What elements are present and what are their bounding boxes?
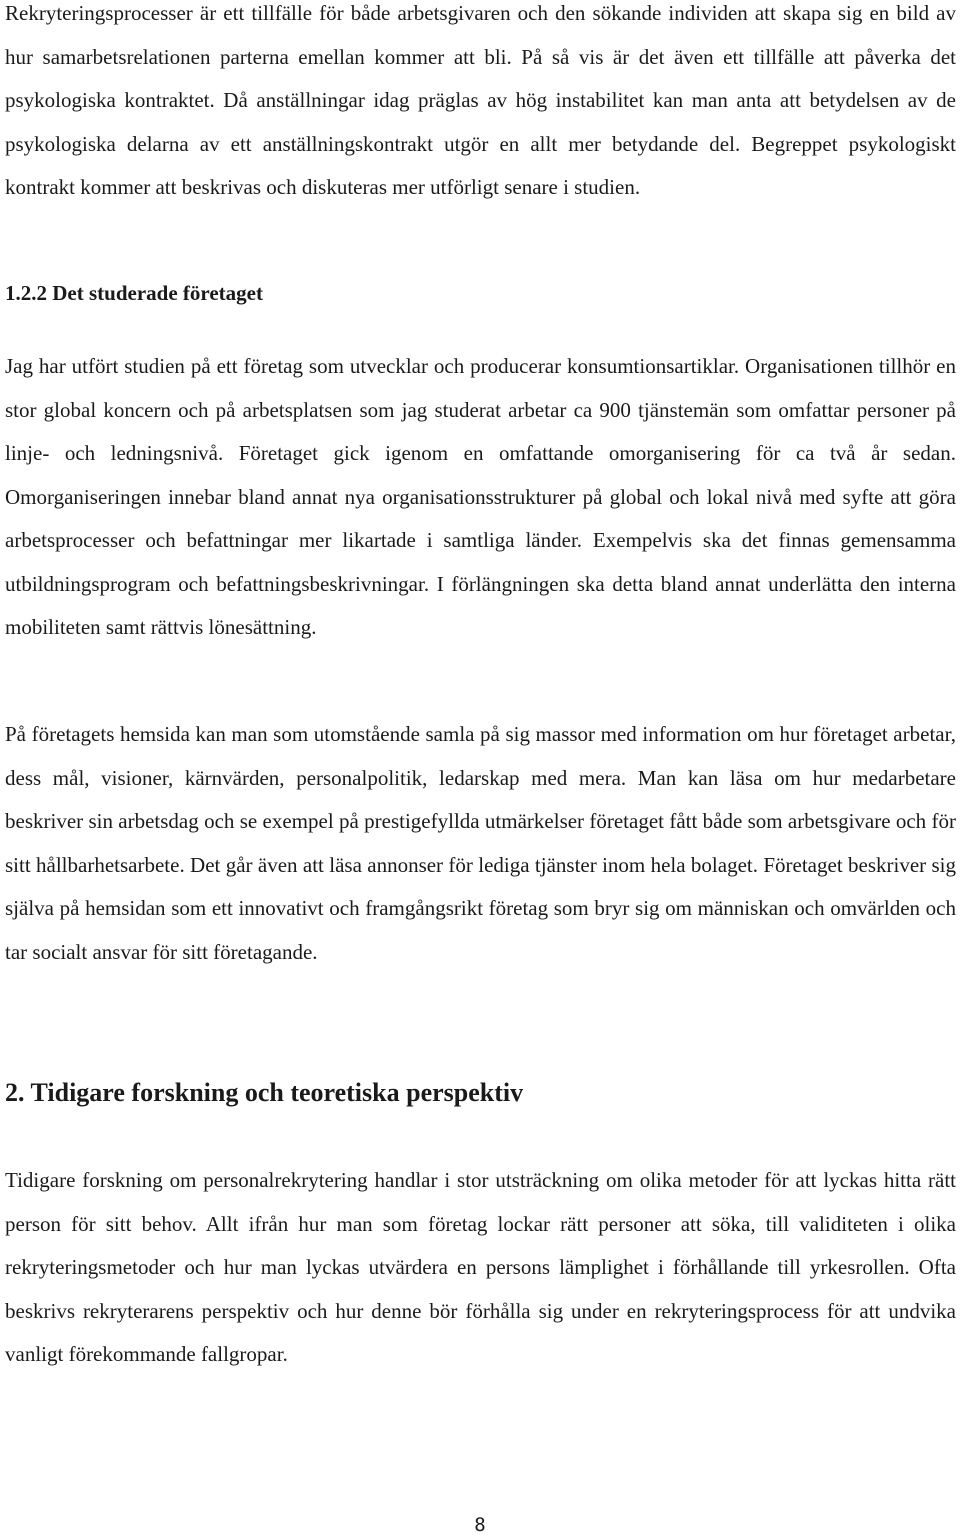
website-paragraph: På företagets hemsida kan man som utomstående samla på sig massor med information om hur företaget arbetar, dess mål, visioner, kärnvärden, personalpolitik, ledarskap med mera. Man kan läsa om hur medarbetare beskriver sin arbetsdag och se exempel på prestigefyllda utmärkelser företaget fått både som arbetsgivare och för sitt hållbarhetsarbete. Det går även att läsa annonser för lediga tjänster inom hela bolaget. Företaget beskriver sig själva på hemsidan som ett innovativt och framgångsrikt företag som bryr sig om människan och omvärlden och tar socialt ansvar för sitt företagande. xyxy=(5,722,956,964)
section-heading-2: 2. Tidigare forskning och teoretiska perspektiv xyxy=(5,1078,524,1107)
intro-paragraph: Rekryteringsprocesser är ett tillfälle för både arbetsgivaren och den sökande individen att skapa sig en bild av hur samarbetsrelationen parterna emellan kommer att bli. På så vis är det även ett tillfälle att påverka det psykologiska kontraktet. Då anställningar idag präglas av hög instabilitet kan man anta att betydelsen av de psykologiska delarna av ett anställningskontrakt utgör en allt mer betydande del. Begreppet psykologiskt kontrakt kommer att beskrivas och diskuteras mer utförligt senare i studien. xyxy=(5,1,956,199)
section-heading-1-2-2: 1.2.2 Det studerade företaget xyxy=(5,281,263,305)
page-number: 8 xyxy=(474,1514,486,1536)
research-paragraph: Tidigare forskning om personalrekrytering handlar i stor utsträckning om olika metoder för att lyckas hitta rätt person för sitt behov. Allt ifrån hur man som företag lockar rätt personer att söka, till validiteten i olika rekryteringsmetoder och hur man lyckas utvärdera en persons lämplighet i förhållande till yrkesrollen. Ofta beskrivs rekryterarens perspektiv och hur denne bör förhålla sig under en rekryteringsprocess för att undvika vanligt förekommande fallgropar. xyxy=(5,1168,956,1366)
company-paragraph: Jag har utfört studien på ett företag som utvecklar och producerar konsumtionsartiklar. Organisationen tillhör en stor global koncern och på arbetsplatsen som jag studerat arbetar ca 900 tjänstemän som omfattar personer på linje- och ledningsnivå. Företaget gick igenom en omfattande omorganisering för ca två år sedan. Omorganiseringen innebar bland annat nya organisationsstrukturer på global och lokal nivå med syfte att göra arbetsprocesser och befattningar mer likartade i samtliga länder. Exempelvis ska det finnas gemensamma utbildningsprogram och befattningsbeskrivningar. I förlängningen ska detta bland annat underlätta den interna mobiliteten samt rättvis lönesättning. xyxy=(5,354,956,639)
